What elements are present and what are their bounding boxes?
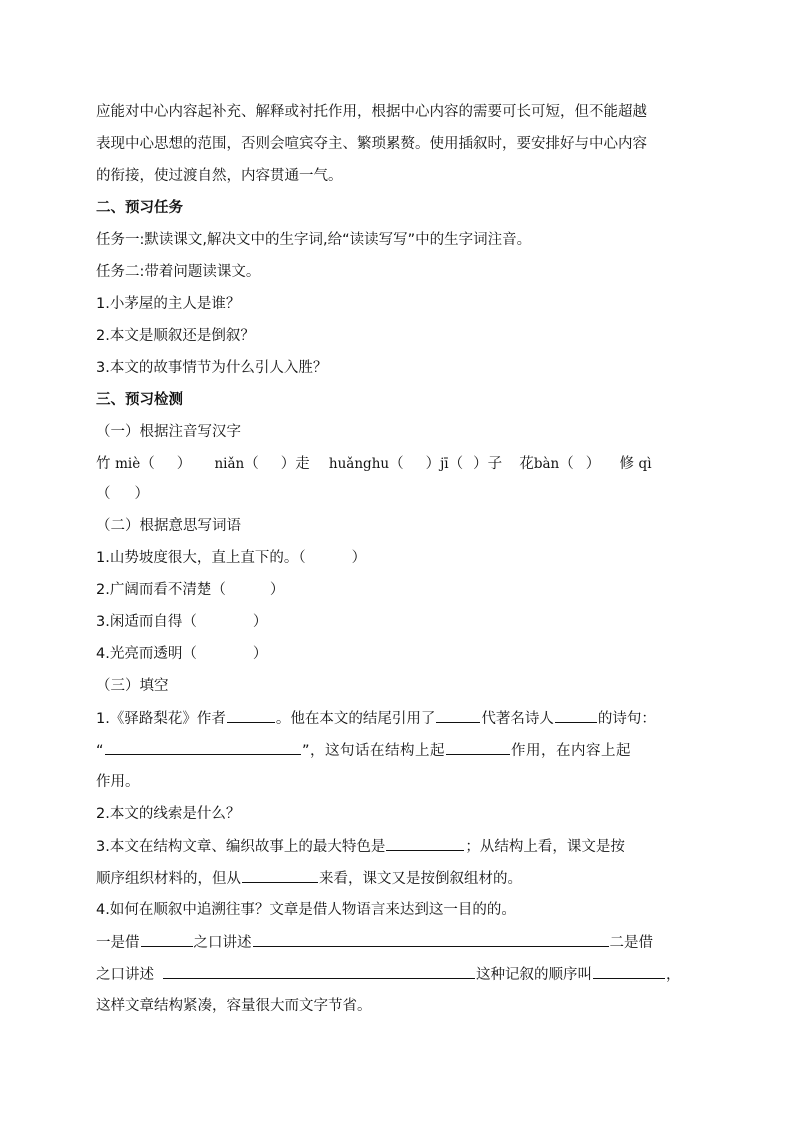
pinyin-item-1-char: 竹 — [96, 456, 111, 472]
pinyin-item-2-char: 走 — [295, 456, 310, 472]
pinyin-item-6-char: 修 — [619, 456, 634, 472]
question-2: 2.本文是顺叙还是倒叙？ — [96, 328, 255, 344]
answer-blank[interactable] — [436, 708, 480, 723]
answer-blank[interactable] — [242, 868, 318, 883]
pinyin-exercise-row: 竹 miè（ ） niǎn（ ）走 huǎnghu（ ）jī（ ）子 花bàn（ ） 修 qì — [96, 456, 652, 472]
pinyin-item-6-answer: （ ） — [96, 486, 149, 502]
fill-question-1-line-1: 1.《驿路梨花》作者 。他在本文的结尾引用了 代著名诗人 的诗句： — [96, 708, 706, 729]
fill-question-4: 4.如何在顺叙中追溯往事？文章是借人物语言来达到这一目的的。 — [96, 902, 516, 918]
meaning-question-1: 1.山势坡度很大，直上直下的。（ ） — [96, 550, 367, 566]
question-3: 3.本文的故事情节为什么引人入胜？ — [96, 360, 328, 376]
answer-blank[interactable] — [105, 740, 301, 755]
fill-question-4-line-2: 之口讲述 这种记叙的顺序叫 ， — [96, 964, 706, 985]
answer-blank[interactable] — [253, 932, 609, 947]
intro-line-1: 应能对中心内容起补充、解释或衬托作用，根据中心内容的需要可长可短，但不能超越 — [96, 104, 647, 120]
answer-blank[interactable] — [227, 708, 275, 723]
pinyin-item-1: miè — [115, 456, 141, 472]
answer-blank[interactable] — [446, 740, 510, 755]
section-heading-preview-tasks: 二、预习任务 — [96, 200, 183, 216]
answer-blank[interactable] — [555, 708, 597, 723]
answer-blank[interactable] — [141, 932, 193, 947]
intro-line-3: 的衔接，使过渡自然，内容贯通一气。 — [96, 168, 343, 184]
question-1: 1.小茅屋的主人是谁？ — [96, 296, 241, 312]
fill-question-4-line-3: 这样文章结构紧凑，容量很大而文字节省。 — [96, 998, 372, 1014]
pinyin-item-4-char: 子 — [487, 456, 503, 472]
meaning-question-2: 2.广阔而看不清楚（ ） — [96, 582, 285, 598]
answer-blank[interactable] — [163, 964, 475, 979]
fill-question-1-line-2: “ ”，这句话在结构上起 作用，在内容上起 — [96, 740, 706, 761]
part-3-heading: （三）填空 — [96, 678, 169, 694]
task-two: 任务二:带着问题读课文。 — [96, 264, 261, 280]
answer-blank[interactable] — [593, 964, 665, 979]
pinyin-item-5: bàn — [533, 456, 560, 472]
section-heading-preview-check: 三、预习检测 — [96, 392, 183, 408]
part-2-heading: （二）根据意思写词语 — [96, 518, 241, 534]
pinyin-item-6: qì — [638, 456, 652, 472]
pinyin-item-4: jī — [440, 456, 449, 472]
fill-question-2: 2.本文的线索是什么？ — [96, 806, 241, 822]
fill-question-3-line-2: 顺序组织材料的，但从 来看，课文又是按倒叙组材的。 — [96, 868, 706, 889]
intro-line-2: 表现中心思想的范围，否则会喧宾夺主、繁琐累赘。使用插叙时，要安排好与中心内容 — [96, 136, 647, 152]
task-one: 任务一:默读课文,解决文中的生字词,给“读读写写”中的生字词注音。 — [96, 232, 532, 248]
pinyin-item-2: niǎn — [214, 456, 245, 472]
fill-question-4-line-1: 一是借 之口讲述 二是借 — [96, 932, 706, 953]
meaning-question-4: 4.光亮而透明（ ） — [96, 646, 268, 662]
pinyin-item-3: huǎnghu — [328, 456, 390, 472]
fill-question-3-line-1: 3.本文在结构文章、编织故事上的最大特色是 ；从结构上看，课文是按 — [96, 836, 706, 857]
part-1-heading: （一）根据注音写汉字 — [96, 424, 241, 440]
pinyin-item-5-char: 花 — [519, 456, 534, 472]
fill-question-1-line-3: 作用。 — [96, 774, 140, 790]
answer-blank[interactable] — [386, 836, 464, 851]
meaning-question-3: 3.闲适而自得（ ） — [96, 614, 268, 630]
